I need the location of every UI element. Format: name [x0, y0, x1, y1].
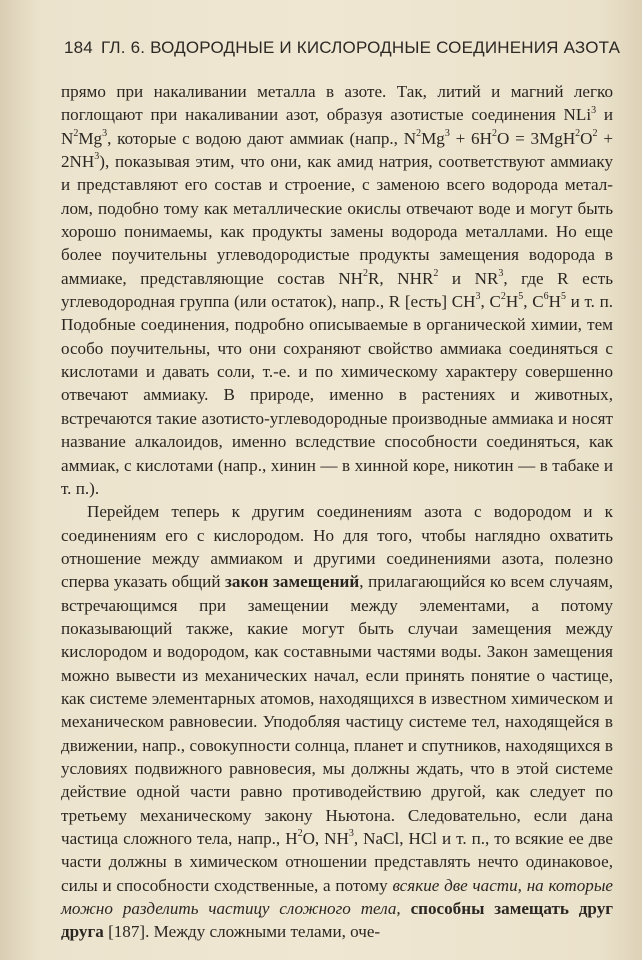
superscript: 3 — [475, 291, 481, 303]
text-run: и N — [61, 105, 613, 148]
text-run: + 6H — [449, 128, 492, 148]
text-run: Mg — [78, 128, 103, 148]
superscript: 3 — [102, 128, 108, 139]
superscript: 3 — [444, 128, 450, 139]
paragraph-1 — [61, 80, 613, 500]
text-run: Mg — [421, 128, 445, 148]
text-run: H — [505, 292, 519, 312]
superscript: 3 — [498, 268, 504, 280]
text-run: R, NHR — [368, 268, 434, 288]
text-run: , NaCl, HCl и т. п., то всякие ее две части должны в химическом отношении представлять нечто одинаковое, силы и способности сходственные, а потому — [61, 829, 613, 895]
text-run — [401, 899, 411, 918]
superscript: 2 — [491, 128, 497, 139]
text-run: и т. п. Подобные соединения, подробно описываемые в органической химии, тем особо поучительны, что они сохраняют свойство аммиака соединяться с кислотами и давать соли, т.-е. и по химическому характеру совершенно отвечают аммиаку. В природе, именно в растениях и животных, встречаются такие азотисто-углеводородные производные аммиака и носят название алкалоидов, именно вследствие способности соединяться, как аммиак, с кислотами (напр., хинин — в хинной коре, никотин — в табаке и т. п.). — [61, 292, 614, 498]
body-text — [61, 80, 613, 944]
text-run: и NR — [438, 268, 499, 288]
superscript: 2 — [592, 128, 598, 139]
superscript: 2 — [73, 128, 79, 139]
italic-phrase: всякие две части, на которые можно разделить частицу сложного тела, — [61, 875, 613, 919]
superscript: 5 — [560, 291, 566, 303]
superscript: 2 — [575, 128, 581, 139]
superscript: 3 — [348, 828, 354, 840]
text-run: ), показывая этим, что они, как амид натрия, соответствуют аммиаку и представляют его состав и строение, с заменою всего водорода металлом, подобно тому как металлические окислы отвечают воде и могут быть хорошо понимаемы, как продукты замены водорода металлами. Но еще более поучительны углеводородистые продукты замещения водорода в аммиаке, представляющие состав NH — [61, 152, 613, 288]
text-run: O, NH — [302, 829, 349, 848]
bold-term: закон замещений — [225, 572, 360, 592]
superscript: 2 — [433, 268, 439, 280]
text-run: , которые с водою дают аммиак (напр., N — [107, 128, 417, 148]
text-run: H — [548, 292, 561, 312]
text-run: O = 3MgH — [496, 128, 576, 148]
superscript: 2 — [416, 128, 422, 139]
text-run: прямо при накаливании металла в азоте. Так, литий и магний легко поглощают при накаливании азот, образуя азотистые соединения NLi — [61, 82, 613, 125]
paragraph-2 — [61, 500, 613, 944]
running-title: ГЛ. 6. ВОДОРОДНЫЕ И КИСЛОРОДНЫЕ СОЕДИНЕНИЯ АЗОТА — [100, 38, 621, 57]
superscript: 2 — [363, 268, 369, 280]
superscript: 6 — [543, 291, 549, 303]
running-header — [64, 38, 624, 58]
text-run: + 2NH — [61, 128, 613, 172]
text-run: , прилагающийся ко всем случаям, встречающимся при замещении между элементами, а потому показывающий также, какие могут быть случаи замещения между кислородом и водородом, как составными частями воды. Закон замещения можно вывести из механических начал, если принять понятие о частице, как системе элементарных атомов, находящихся в известном химическом и механическом равновесии. Уподобляя частицу системе тел, находящейся в движении, напр., совокупности солнца, планет и спутников, находящихся в условиях подвижного равновесия, мы должны ждать, что в этой системе действие одной части равно противодействию другой, как следует по третьему механическому закону Ньютона. Следовательно, если дана частица сложного тела, напр., H — [61, 572, 613, 848]
superscript: 3 — [591, 104, 597, 116]
text-run: , C — [523, 292, 544, 312]
superscript: 3 — [94, 151, 100, 163]
superscript: 5 — [518, 291, 524, 303]
text-run: [187]. Между сложными телами, оче- — [103, 922, 381, 942]
page-number: 184 — [64, 38, 93, 57]
text-run: , C — [480, 292, 501, 312]
superscript: 2 — [500, 291, 506, 303]
superscript: 2 — [297, 828, 303, 840]
text-run: , где R есть углеводородная группа (или остаток), напр., R [есть] CH — [61, 268, 613, 312]
text-run: O — [580, 128, 593, 148]
text-run: Перейдем теперь к другим соединениям азота с водородом и к соединениям его с кислородом. Но для того, чтобы наглядно охватить отношение между аммиаком и другими соединениями азота, полезно сперва указать общий — [61, 502, 613, 592]
bold-term: способны замещать друг друга — [61, 899, 614, 942]
